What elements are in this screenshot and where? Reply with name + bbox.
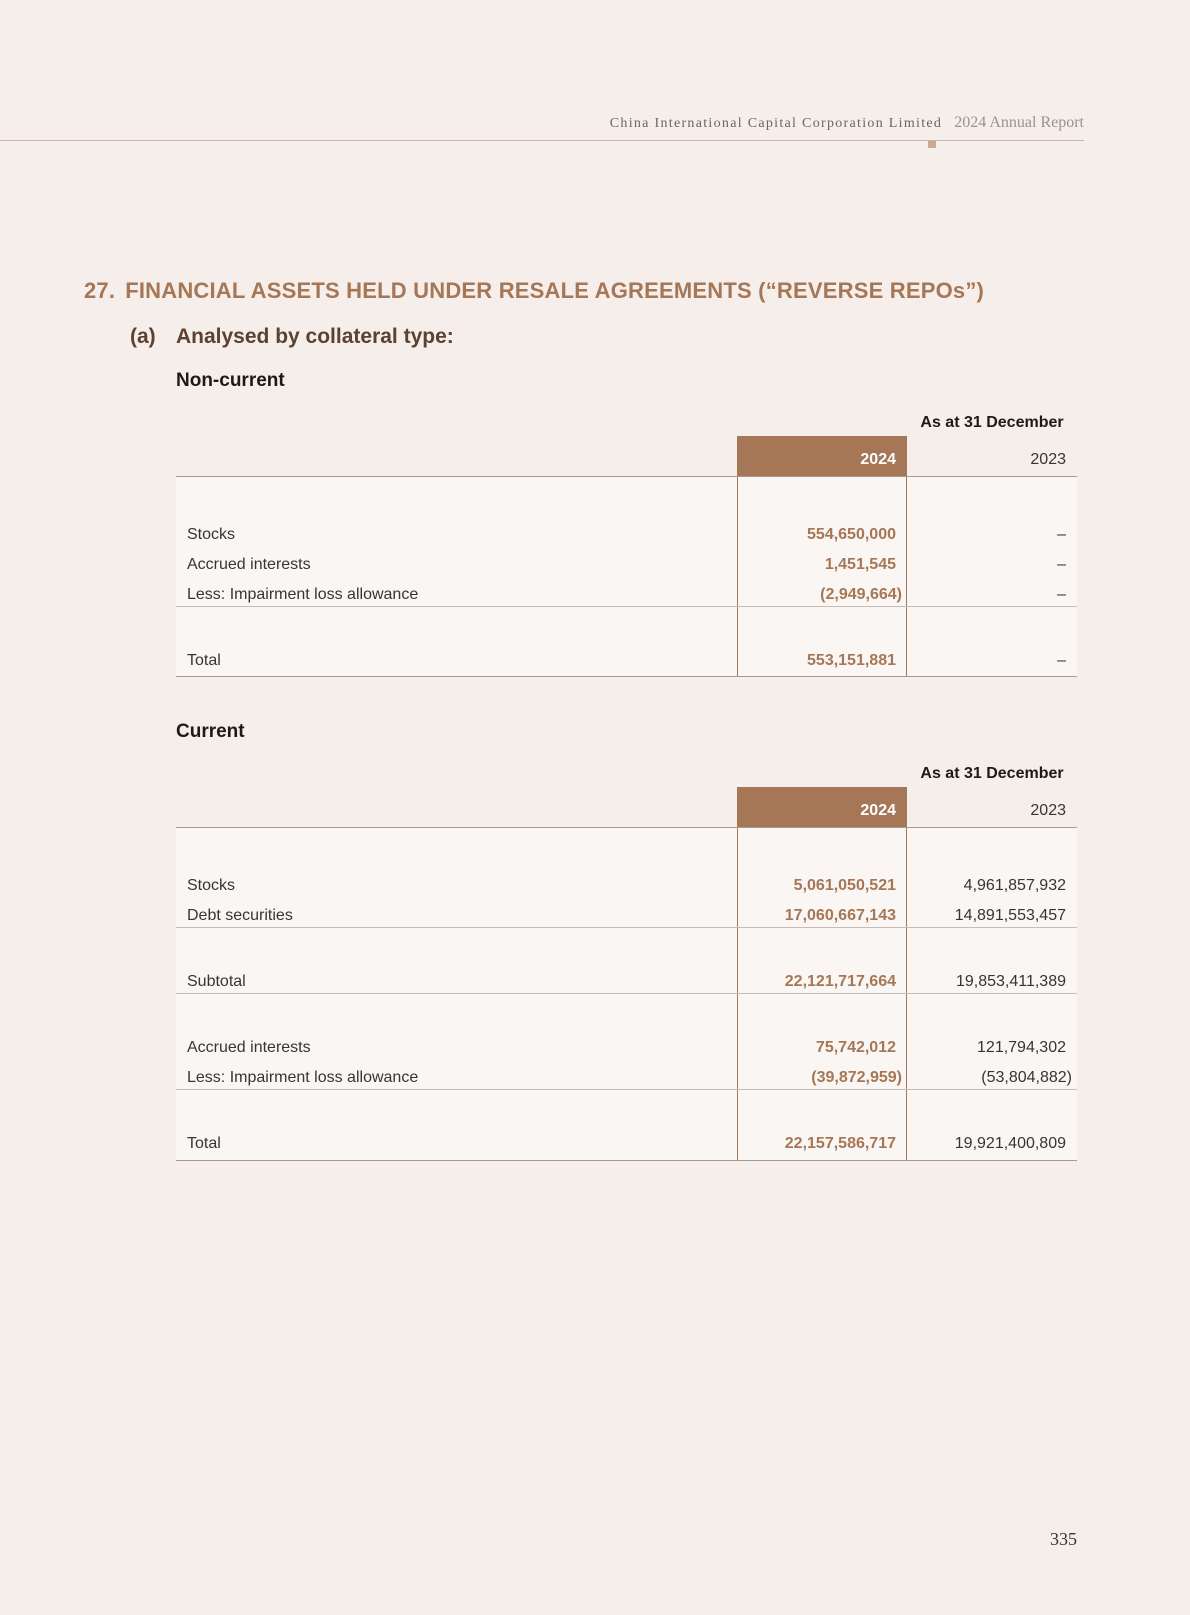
value-2023: –	[1057, 556, 1066, 573]
table-body	[176, 828, 1077, 1160]
header-divider	[0, 140, 1084, 141]
column-header-2023: 2023	[1030, 802, 1066, 819]
value-2023: 14,891,553,457	[954, 907, 1066, 924]
table-row-total	[176, 642, 1077, 672]
table-bottom-rule	[176, 1160, 1077, 1161]
value-2024: 22,157,586,717	[784, 1135, 896, 1152]
non-current-title: Non-current	[176, 370, 285, 391]
value-2023: 19,921,400,809	[954, 1135, 1066, 1152]
row-label: Less: Impairment loss allowance	[187, 1069, 419, 1086]
as-at-heading: As at 31 December	[920, 765, 1064, 782]
header-text	[610, 114, 1084, 132]
current-table	[176, 765, 1077, 1160]
subsection-tag: (a)	[130, 325, 156, 348]
row-label: Accrued interests	[187, 556, 311, 573]
row-label: Stocks	[187, 877, 236, 894]
value-2023: 121,794,302	[977, 1039, 1066, 1056]
value-2023: (53,804,882)	[981, 1069, 1072, 1086]
value-2024: (39,872,959)	[811, 1069, 902, 1086]
row-label: Total	[187, 1135, 221, 1152]
subsection-title-text: Analysed by collateral type:	[176, 325, 454, 348]
table-row-subtotal	[176, 963, 1077, 993]
table-row	[176, 1029, 1077, 1059]
row-label: Less: Impairment loss allowance	[187, 586, 419, 603]
table-row	[176, 897, 1077, 927]
non-current-table	[176, 414, 1077, 676]
header-company: China International Capital Corporation Limited	[609, 116, 943, 131]
table-row	[176, 867, 1077, 897]
table-row	[176, 1059, 1077, 1089]
table-row	[176, 546, 1077, 576]
header-report-title: 2024 Annual Report	[954, 114, 1084, 131]
table-row	[176, 576, 1077, 606]
section-title	[84, 278, 984, 304]
row-divider	[176, 927, 1077, 928]
value-2023: –	[1057, 586, 1066, 603]
value-2024: 22,121,717,664	[784, 973, 896, 990]
table-row-total	[176, 1125, 1077, 1155]
table-bottom-rule	[176, 676, 1077, 677]
row-divider	[176, 1089, 1077, 1090]
subsection-title	[130, 325, 454, 349]
value-2024: 554,650,000	[807, 526, 896, 543]
column-header-2024: 2024	[737, 436, 907, 476]
row-label: Total	[187, 652, 221, 669]
value-2024: 553,151,881	[807, 652, 896, 669]
column-header-2023: 2023	[1030, 451, 1066, 468]
value-2023: –	[1057, 652, 1066, 669]
row-label: Subtotal	[187, 973, 246, 990]
row-label: Debt securities	[187, 907, 293, 924]
row-divider	[176, 606, 1077, 607]
value-2023: –	[1057, 526, 1066, 543]
section-number: 27.	[84, 278, 116, 303]
row-label: Accrued interests	[187, 1039, 311, 1056]
current-title: Current	[176, 721, 245, 742]
value-2023: 4,961,857,932	[963, 877, 1066, 894]
table-body	[176, 477, 1077, 676]
header-marker	[928, 141, 936, 148]
as-at-heading: As at 31 December	[920, 414, 1064, 431]
table-row	[176, 516, 1077, 546]
value-2024: 5,061,050,521	[793, 877, 896, 894]
value-2023: 19,853,411,389	[955, 973, 1066, 990]
value-2024: 75,742,012	[815, 1039, 896, 1056]
value-2024: (2,949,664)	[820, 586, 902, 603]
section-title-text: FINANCIAL ASSETS HELD UNDER RESALE AGREEMENTS (“REVERSE REPOs”)	[125, 278, 985, 303]
value-2024: 17,060,667,143	[784, 907, 896, 924]
page-number: 335	[1050, 1529, 1077, 1549]
running-header	[0, 111, 1084, 141]
row-label: Stocks	[187, 526, 236, 543]
column-header-2024: 2024	[737, 787, 907, 827]
value-2024: 1,451,545	[824, 556, 896, 573]
row-divider	[176, 993, 1077, 994]
